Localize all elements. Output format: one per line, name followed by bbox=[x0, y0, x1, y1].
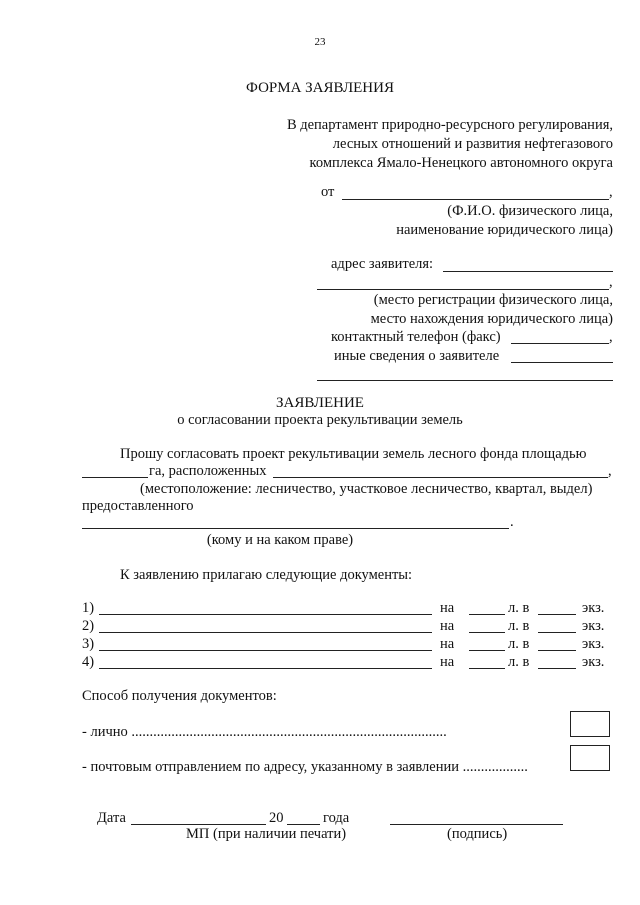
delivery-option-personal: - лично ....................................................................................... bbox=[82, 724, 447, 740]
delivery-checkbox-mail[interactable] bbox=[570, 745, 610, 771]
recipient-line-2: лесных отношений и развития нефтегазового bbox=[332, 136, 613, 152]
other-info-field-line-2[interactable] bbox=[317, 380, 613, 381]
recipient-line-1: В департамент природно-ресурсного регулирования, bbox=[286, 117, 613, 133]
attachment-name-line[interactable] bbox=[99, 668, 432, 669]
attachment-number: 1) bbox=[82, 600, 95, 616]
phone-comma: , bbox=[609, 329, 613, 345]
attachment-pages-line[interactable] bbox=[469, 650, 505, 651]
attachment-copies-line[interactable] bbox=[538, 668, 576, 669]
address-field-line[interactable] bbox=[443, 271, 613, 272]
address-field-line-2[interactable] bbox=[317, 289, 609, 290]
area-field-line[interactable] bbox=[82, 477, 148, 478]
stamp-label: МП (при наличии печати) bbox=[186, 826, 347, 842]
phone-label: контактный телефон (факс) bbox=[331, 329, 501, 345]
attachment-copies-line[interactable] bbox=[538, 614, 576, 615]
attachment-na: на bbox=[440, 600, 455, 616]
other-info-label: иные сведения о заявителе bbox=[334, 348, 500, 364]
attachment-name-line[interactable] bbox=[99, 632, 432, 633]
attachment-pages-label: л. в bbox=[508, 600, 530, 616]
statement-line-1: Прошу согласовать проект рекультивации земель лесного фонда площадью bbox=[120, 446, 587, 462]
attachment-copies-line[interactable] bbox=[538, 650, 576, 651]
attachment-na: на bbox=[440, 636, 455, 652]
granted-dot: . bbox=[510, 514, 514, 530]
from-label: от bbox=[321, 184, 335, 200]
page-number: 23 bbox=[314, 36, 326, 48]
recipient-line-3: комплекса Ямало-Ненецкого автономного округа bbox=[309, 155, 613, 171]
attachment-number: 3) bbox=[82, 636, 95, 652]
from-field-line[interactable] bbox=[342, 199, 609, 200]
other-info-field-line[interactable] bbox=[511, 362, 613, 363]
address-hint-1: (место регистрации физического лица, bbox=[373, 292, 613, 308]
attachment-pages-line[interactable] bbox=[469, 668, 505, 669]
attachment-number: 2) bbox=[82, 618, 95, 634]
year-field-line[interactable] bbox=[287, 824, 320, 825]
attachment-pages-label: л. в bbox=[508, 654, 530, 670]
phone-field-line[interactable] bbox=[511, 343, 609, 344]
year-suffix: года bbox=[323, 810, 350, 826]
statement-subtitle: о согласовании проекта рекультивации земель bbox=[177, 412, 463, 428]
attachment-number: 4) bbox=[82, 654, 95, 670]
delivery-option-mail: - почтовым отправлением по адресу, указанному в заявлении .................. bbox=[82, 759, 528, 775]
delivery-title: Способ получения документов: bbox=[82, 688, 277, 704]
granted-hint: (кому и на каком праве) bbox=[206, 532, 354, 548]
signature-label: (подпись) bbox=[447, 826, 508, 842]
delivery-checkbox-personal[interactable] bbox=[570, 711, 610, 737]
address-label: адрес заявителя: bbox=[331, 256, 434, 272]
attachment-copies-label: экз. bbox=[582, 654, 605, 670]
statement-title: ЗАЯВЛЕНИЕ bbox=[276, 395, 364, 411]
granted-field-line[interactable] bbox=[82, 528, 509, 529]
date-field-line[interactable] bbox=[131, 824, 266, 825]
hectares-label: га, расположенных bbox=[149, 463, 267, 479]
attachment-pages-label: л. в bbox=[508, 636, 530, 652]
address-comma: , bbox=[609, 274, 613, 290]
attachment-pages-label: л. в bbox=[508, 618, 530, 634]
form-title: ФОРМА ЗАЯВЛЕНИЯ bbox=[246, 80, 394, 96]
from-hint-2: наименование юридического лица) bbox=[396, 222, 613, 238]
attachment-copies-line[interactable] bbox=[538, 632, 576, 633]
address-hint-2: место нахождения юридического лица) bbox=[370, 311, 613, 327]
attachment-copies-label: экз. bbox=[582, 618, 605, 634]
attachment-pages-line[interactable] bbox=[469, 632, 505, 633]
location-field-line[interactable] bbox=[273, 477, 608, 478]
attachment-copies-label: экз. bbox=[582, 600, 605, 616]
attachment-na: на bbox=[440, 618, 455, 634]
attachment-name-line[interactable] bbox=[99, 650, 432, 651]
attachment-copies-label: экз. bbox=[582, 636, 605, 652]
from-hint-1: (Ф.И.О. физического лица, bbox=[447, 203, 613, 219]
attachment-pages-line[interactable] bbox=[469, 614, 505, 615]
from-comma: , bbox=[609, 184, 613, 200]
signature-field-line[interactable] bbox=[390, 824, 563, 825]
location-comma: , bbox=[608, 463, 612, 479]
granted-label: предоставленного bbox=[82, 498, 194, 514]
attachments-intro: К заявлению прилагаю следующие документы: bbox=[120, 567, 413, 583]
location-hint: (местоположение: лесничество, участковое лесничество, квартал, выдел) bbox=[140, 481, 593, 497]
date-label: Дата bbox=[97, 810, 126, 826]
year-prefix: 20 bbox=[269, 810, 284, 826]
attachment-na: на bbox=[440, 654, 455, 670]
attachment-name-line[interactable] bbox=[99, 614, 432, 615]
